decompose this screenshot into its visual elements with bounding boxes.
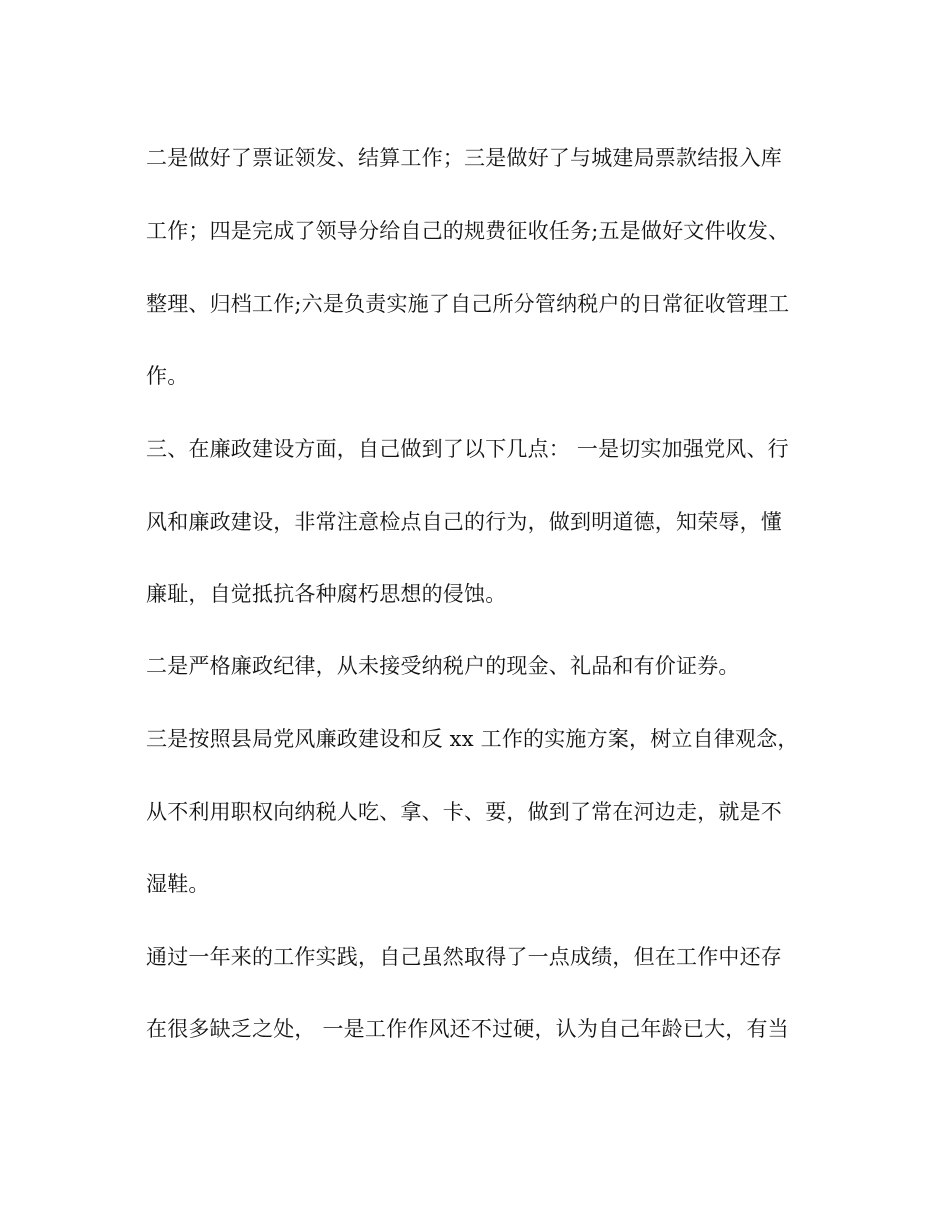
text-line: 整理、归档工作;六是负责实施了自己所分管纳税户的日常征收管理工 [146,292,790,316]
text-line: 湿鞋。 [146,872,210,896]
text-line: 在很多缺乏之处， 一是工作作风还不过硬，认为自己年龄已大，有当 [146,1017,789,1041]
text-line: 工作；四是完成了领导分给自己的规费征收任务;五是做好文件收发、 [146,219,790,243]
text-line: 二是严格廉政纪律，从未接受纳税户的现金、礼品和有价证券。 [146,654,740,678]
text-line: 通过一年来的工作实践，自己虽然取得了一点成绩，但在工作中还存 [146,945,782,969]
text-line: 廉耻，自觉抵抗各种腐朽思想的侵蚀。 [146,582,507,606]
text-line: 二是做好了票证领发、结算工作；三是做好了与城建局票款结报入库 [146,146,782,170]
text-line: 三、在廉政建设方面，自己做到了以下几点： 一是切实加强党风、行 [146,437,789,461]
text-line: 作。 [146,364,189,388]
text-line: 风和廉政建设，非常注意检点自己的行为，做到明道德，知荣辱，懂 [146,510,782,534]
text-line: 三是按照县局党风廉政建设和反 xx 工作的实施方案，树立自律观念， [146,727,799,751]
text-line: 从不利用职权向纳税人吃、拿、卡、要，做到了常在河边走，就是不 [146,800,782,824]
